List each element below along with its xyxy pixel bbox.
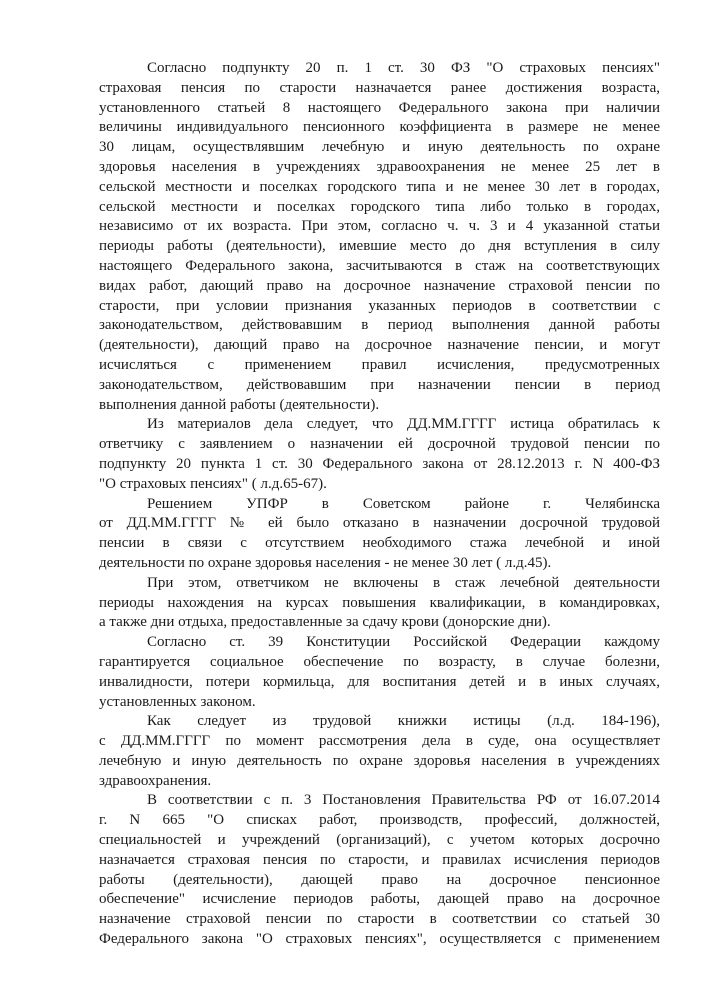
text-line: законодательством, действовавшим в период выполнения данной работы: [99, 317, 660, 334]
text-line: Решением УПФР в Советском районе г. Челябинска: [147, 495, 660, 512]
text-line: настоящего Федерального закона, засчитываются в стаж на соответствующих: [99, 257, 660, 274]
text-line: установленного статьей 8 настоящего Федерального закона при наличии: [99, 99, 660, 116]
document-body: [99, 59, 660, 950]
text-line: от ДД.ММ.ГГГГ № ей было отказано в назначении досрочной трудовой: [99, 515, 660, 532]
text-line: Как следует из трудовой книжки истицы (л.д. 184-196),: [147, 713, 660, 730]
text-line: Федерального закона "О страховых пенсиях", осуществляется с применением: [99, 931, 660, 948]
text-line: назначение страховой пенсии по старости в соответствии со статьей 30: [99, 911, 660, 928]
paragraph: [99, 712, 660, 791]
paragraph: [99, 633, 660, 712]
text-line: В соответствии с п. 3 Постановления Правительства РФ от 16.07.2014: [147, 792, 660, 809]
text-line: здоровья населения в учреждениях здравоохранения не менее 25 лет в: [99, 158, 660, 175]
text-line: обеспечение" исчисление периодов работы, дающей право на досрочное: [99, 891, 660, 908]
text-line: видах работ, дающий право на досрочное назначение страховой пенсии по: [99, 277, 660, 294]
text-line: 30 лицам, осуществлявшим лечебную и иную деятельность по охране: [99, 139, 660, 156]
text-line: ответчику с заявлением о назначении ей досрочной трудовой пенсии по: [99, 436, 660, 453]
text-line: При этом, ответчиком не включены в стаж лечебной деятельности: [147, 574, 660, 591]
text-line: периоды работы (деятельности), имевшие место до дня вступления в силу: [99, 238, 660, 255]
text-line: сельской местности и поселках городского типа и не менее 30 лет в городах,: [99, 178, 660, 195]
text-line: инвалидности, потери кормильца, для воспитания детей и в иных случаях,: [99, 673, 660, 690]
text-line: деятельности по охране здоровья населения - не менее 30 лет ( л.д.45).: [99, 554, 552, 571]
text-line: с ДД.ММ.ГГГГ по момент рассмотрения дела в суде, она осуществляет: [99, 733, 660, 750]
text-line: сельской местности и поселках городского типа либо только в городах,: [99, 198, 660, 215]
paragraph: [99, 495, 660, 574]
text-line: старости, при условии признания указанных периодов в соответствии с: [99, 297, 660, 314]
text-line: (деятельности), дающий право на досрочное назначение пенсии, и могут: [99, 337, 660, 354]
text-line: специальностей и учреждений (организаций), с учетом которых досрочно: [99, 832, 660, 849]
text-line: подпункту 20 пункта 1 ст. 30 Федерального закона от 28.12.2013 г. N 400-ФЗ: [99, 455, 660, 472]
paragraph: [99, 574, 660, 633]
text-line: г. N 665 "О списках работ, производств, профессий, должностей,: [99, 812, 660, 829]
text-line: а также дни отдыха, предоставленные за сдачу крови (донорские дни).: [99, 614, 551, 631]
text-line: выполнения данной работы (деятельности).: [99, 396, 380, 413]
text-line: периоды нахождения на курсах повышения квалификации, в командировках,: [99, 594, 660, 611]
text-line: Согласно ст. 39 Конституции Российской Федерации каждому: [147, 634, 660, 651]
text-line: законодательством, действовавшим при назначении пенсии в период: [99, 376, 660, 393]
text-line: Согласно подпункту 20 п. 1 ст. 30 ФЗ "О страховых пенсиях": [147, 60, 660, 76]
text-line: назначается страховая пенсия по старости, и правилах исчисления периодов: [99, 851, 660, 868]
text-line: лечебную и иную деятельность по охране здоровья населения в учреждениях: [99, 752, 660, 769]
paragraph: [99, 59, 660, 415]
text-line: здравоохранения.: [99, 772, 212, 789]
text-line: исчисляться с применением правил исчисления, предусмотренных: [99, 356, 660, 373]
text-line: Из материалов дела следует, что ДД.ММ.ГГГГ истица обратилась к: [147, 416, 660, 433]
text-line: "О страховых пенсиях" ( л.д.65-67).: [99, 475, 327, 492]
text-line: работы (деятельности), дающей право на досрочное пенсионное: [99, 871, 660, 888]
text-line: независимо от их возраста. При этом, согласно ч. ч. 3 и 4 указанной статьи: [99, 218, 660, 235]
text-line: страховая пенсия по старости назначается ранее достижения возраста,: [99, 79, 660, 96]
text-line: пенсии в связи с отсутствием необходимого стажа лечебной и иной: [99, 535, 660, 552]
text-line: величины индивидуального пенсионного коэффициента в размере не менее: [99, 119, 660, 136]
paragraph: [99, 791, 660, 949]
text-line: гарантируется социальное обеспечение по возрасту, в случае болезни,: [99, 653, 660, 670]
text-line: установленных законом.: [99, 693, 256, 710]
paragraph: [99, 415, 660, 494]
